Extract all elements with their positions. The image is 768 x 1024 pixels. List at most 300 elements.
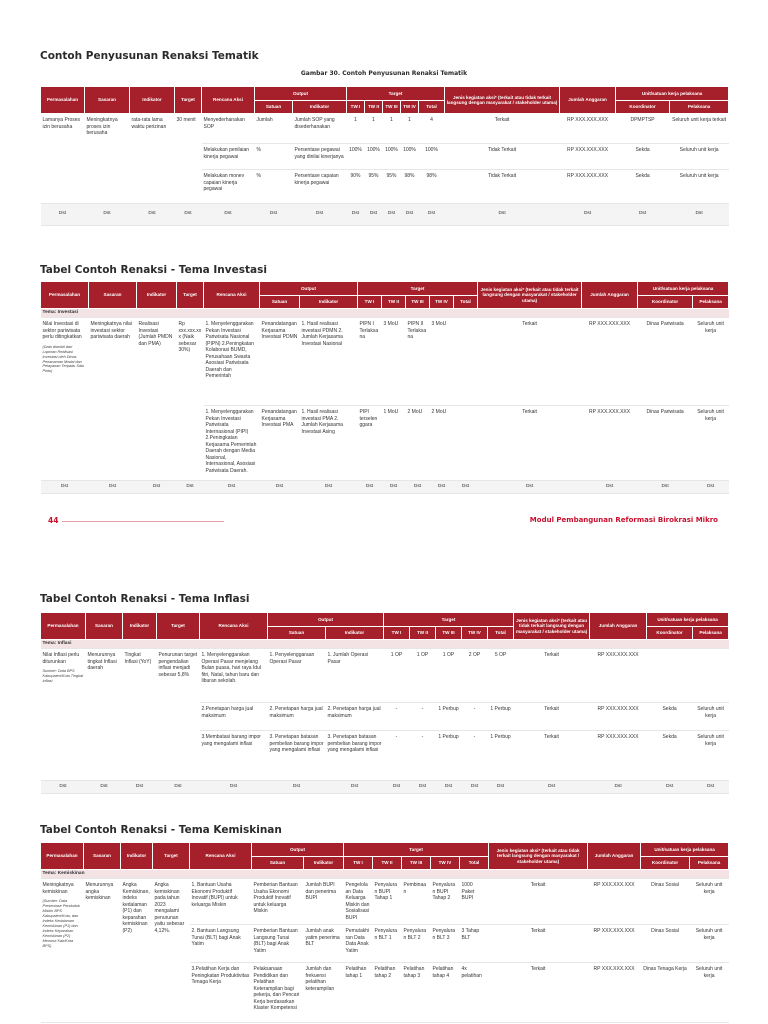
cell-indikator-output: 1. Hasil realisasi investasi PMA 2. Jumlah Kerjasama Investasi Asing — [300, 406, 358, 481]
cell-permasalahan-text: Meningkatnya kemiskinan — [42, 882, 74, 895]
header-indikator-output: Indikator — [300, 296, 358, 309]
cell-rencana: 3.Membatasi barang impor yang mengalami inflasi — [200, 731, 268, 781]
header-unit-kerja: Unit/satuan kerja pelaksana — [616, 87, 729, 101]
cell-jenis: Terkait — [514, 703, 590, 731]
cell-source-note: (Sumber: Data Presentase Penduduk Miskin BPS Kabupaten/Kota, dan Indeks Kedalaman Kemiskinan (P1) dan Indeks Keparahan Kemiskinan (P2) Menurut Kab/Kota BPS) — [42, 899, 80, 948]
cell-tw2: Penyaluran BLT 1 — [373, 925, 402, 963]
table-row — [41, 318, 729, 406]
section-heading-investasi: Tabel Contoh Renaksi - Tema Investasi — [40, 264, 267, 276]
header-sasaran: Sasaran — [84, 843, 121, 870]
cell-dst: Dst — [514, 781, 590, 794]
header-output: Output — [255, 87, 347, 101]
footer-divider — [62, 521, 224, 522]
cell-dst: Dst — [430, 481, 454, 494]
cell-tw1: 1 OP — [384, 649, 410, 703]
cell-tw2: - — [410, 731, 436, 781]
header-permasalahan: Permasalahan — [41, 282, 89, 309]
cell-tw3: Pelatihan tahap 3 — [402, 963, 431, 1023]
cell-dst: Dst — [130, 204, 175, 226]
cell-dst: Dst — [177, 481, 204, 494]
header-jenis-kegiatan: Jenis kegiatan aksi* (terkait atau tidak terkait langsung dengan masyarakat / stakeholder utama) — [514, 613, 590, 640]
table-theme-row — [41, 640, 729, 649]
cell-dst: Dst — [382, 481, 406, 494]
header-rencana-aksi: Rencana Aksi — [200, 613, 268, 640]
cell-jenis: Terkait — [514, 649, 590, 703]
header-tw4: TW IV — [462, 627, 488, 640]
header-jenis-kegiatan: Jenis kegiatan aksi* (terkait atau tidak terkait langsung dengan masyarakat / stakeholder utama) — [445, 87, 560, 114]
header-tw2: TW II — [382, 296, 406, 309]
cell-total: 100% — [419, 144, 445, 170]
cell-indikator-output: Persentase pegawai yang dinilai kinerjanya — [293, 144, 347, 170]
cell-jenis: Terkait — [478, 406, 582, 481]
cell-dst: Dst — [255, 204, 293, 226]
cell-dst: Dst — [670, 204, 729, 226]
cell-tw2: - — [410, 703, 436, 731]
cell-total: 98% — [419, 170, 445, 204]
header-permasalahan: Permasalahan — [41, 613, 86, 640]
cell-tw1: 100% — [347, 144, 365, 170]
cell-tw1: Pengelolaan Data Keluarga Miskin dan Sosialisasi BUPI — [344, 879, 373, 925]
header-target-group: Target — [347, 87, 445, 101]
header-permasalahan: Permasalahan — [41, 87, 85, 114]
cell-permasalahan — [41, 318, 89, 481]
header-output: Output — [268, 613, 384, 627]
cell-dst: Dst — [85, 204, 130, 226]
cell-tw1: Pelatihan tahap 1 — [344, 963, 373, 1023]
cell-tw1: 1 — [347, 114, 365, 144]
cell-dst: Dst — [401, 204, 419, 226]
cell-total: 3 Tahap BLT — [460, 925, 489, 963]
header-satuan: Satuan — [260, 296, 300, 309]
cell-source-note: (Data diambil dari Laporan Realisasi Investasi oleh Dinas Penanaman Modal dan Pelayanan Terpadu Satu Pintu) — [42, 344, 85, 374]
cell-permasalahan-text: Nilai Investasi di sektor pariwisata perlu ditingkatkan — [42, 321, 82, 341]
cell-koordinator: Sekda — [616, 170, 670, 204]
cell-tw3: Penyaluran BLT 2 — [402, 925, 431, 963]
cell-total: 4x pelatihan — [460, 963, 489, 1023]
cell-tw4: 98% — [401, 170, 419, 204]
cell-dst: Dst — [454, 481, 478, 494]
header-indikator: Indikator — [137, 282, 177, 309]
cell-tw2: 3 MoU — [382, 318, 406, 406]
header-indikator: Indikator — [130, 87, 175, 114]
header-unit-kerja: Unit/satuan kerja pelaksana — [638, 282, 729, 296]
cell-indikator-output: Persentase capaian kinerja pegawai — [293, 170, 347, 204]
cell-dst: Dst — [590, 781, 647, 794]
cell-dst: Dst — [41, 781, 86, 794]
header-target-group: Target — [384, 613, 514, 627]
cell-anggaran: RP XXX.XXX.XXX — [590, 731, 647, 781]
cell-tw4: Penyaluran BUPI Tahap 2 — [431, 879, 460, 925]
header-target-group: Target — [344, 843, 489, 857]
cell-satuan: % — [255, 170, 293, 204]
header-koordinator: Koordinator — [638, 296, 693, 309]
cell-tw3: 1 — [383, 114, 401, 144]
cell-dst: Dst — [638, 481, 693, 494]
cell-pelaksana: Seluruh unit kerja — [670, 144, 729, 170]
cell-tw3: 95% — [383, 170, 401, 204]
cell-pelaksana: Seluruh unit kerja — [693, 703, 729, 731]
header-target: Target — [153, 843, 190, 870]
cell-tw2: Pelatihan tahap 2 — [373, 963, 402, 1023]
header-total: Total — [488, 627, 514, 640]
header-sasaran: Sasaran — [89, 282, 137, 309]
cell-rencana: 1. Menyelenggarakan Pekan Investasi Pariwisata Nasional (PIPN) 2.Peningkatan Kolaborasi BUMD, Perusahaan Swasta Asosiasi Pariwisata Daerah dan Pemerintah — [204, 318, 260, 406]
cell-tw3: 2 MoU — [406, 406, 430, 481]
table-row — [41, 114, 729, 144]
theme-label: Tema: Kemiskinan — [41, 870, 729, 879]
header-sasaran: Sasaran — [85, 87, 130, 114]
header-target-group: Target — [358, 282, 478, 296]
cell-rencana: 2. Bantuan Langsung Tunai (BLT) bagi Anak Yatim — [190, 925, 252, 963]
cell-tw3: 100% — [383, 144, 401, 170]
cell-satuan: Pemberian Bantuan Langsung Tunai (BLT) bagi Anak Yatim — [252, 925, 304, 963]
table-row — [41, 879, 729, 925]
cell-dst: Dst — [419, 204, 445, 226]
header-anggaran: Jumlah Anggaran — [560, 87, 616, 114]
cell-tw4: 2 MoU — [430, 406, 454, 481]
cell-koordinator: DPMPTSP — [616, 114, 670, 144]
cell-jenis: Terkait — [445, 114, 560, 144]
header-indikator-output: Indikator — [304, 857, 344, 870]
cell-tw1: PIPI terselenggara — [358, 406, 382, 481]
cell-indikator-output: 1. Jumlah Operasi Pasar — [326, 649, 384, 703]
cell-jenis: Tidak Terkait — [445, 144, 560, 170]
cell-dst: Dst — [202, 204, 255, 226]
cell-dst: Dst — [445, 204, 560, 226]
cell-dst: Dst — [86, 781, 123, 794]
cell-sasaran: Menurunnya angka kemiskinan — [84, 879, 121, 1023]
cell-dst: Dst — [260, 481, 300, 494]
cell-koordinator: Sekda — [616, 144, 670, 170]
cell-dst: Dst — [410, 781, 436, 794]
cell-dst: Dst — [693, 781, 729, 794]
cell-pelaksana — [693, 649, 729, 703]
header-anggaran: Jumlah Anggaran — [588, 843, 641, 870]
section-heading-kemiskinan: Tabel Contoh Renaksi - Tema Kemiskinan — [40, 824, 282, 836]
table-row-dst — [41, 781, 729, 794]
cell-pelaksana: Seluruh unit kerja — [690, 963, 729, 1023]
header-anggaran: Jumlah Anggaran — [590, 613, 647, 640]
header-pelaksana: Pelaksana — [693, 296, 729, 309]
cell-tw4: 2 OP — [462, 649, 488, 703]
cell-dst: Dst — [293, 204, 347, 226]
cell-dst: Dst — [488, 781, 514, 794]
cell-sasaran: Menurunnya tingkat Inflasi daerah — [86, 649, 123, 781]
header-tw4: TW IV — [430, 296, 454, 309]
cell-satuan: 2. Penetapan harga jual maksimum — [268, 703, 326, 731]
header-tw1: TW I — [347, 101, 365, 114]
cell-rencana: Melakukan penilaian kinerja pegawai — [202, 144, 255, 170]
cell-permasalahan: Lamanya Proses izin berusaha — [41, 114, 85, 204]
header-tw2: TW II — [373, 857, 402, 870]
cell-tw4: 1 — [401, 114, 419, 144]
cell-dst: Dst — [200, 781, 268, 794]
cell-koordinator: Dinas Pariwisata — [638, 406, 693, 481]
cell-satuan: Penandatangan Kerjasama Investasi PDMN — [260, 318, 300, 406]
cell-koordinator: Dinas Sosial — [641, 925, 690, 963]
header-permasalahan: Permasalahan — [41, 843, 84, 870]
cell-satuan: Pelaksanaan Pendidikan dan Pelatihan Keterampilan bagi pekerja, dan Pencari Kerja berdasarkan Klaster Kompetensi — [252, 963, 304, 1023]
cell-anggaran: RP XXX.XXX.XXX — [560, 144, 616, 170]
header-unit-kerja: Unit/satuan kerja pelaksana — [647, 613, 729, 627]
cell-dst: Dst — [326, 781, 384, 794]
cell-tw4: 100% — [401, 144, 419, 170]
header-tw2: TW II — [410, 627, 436, 640]
cell-jenis: Tidak Terkait — [445, 170, 560, 204]
cell-anggaran: RP XXX.XXX.XXX — [582, 318, 638, 406]
cell-tw2: 1 MoU — [382, 406, 406, 481]
header-tw1: TW I — [384, 627, 410, 640]
cell-tw4: 3 MoU — [430, 318, 454, 406]
cell-tw1: 90% — [347, 170, 365, 204]
cell-indikator-output: Jumlah SOP yang disederhanakan — [293, 114, 347, 144]
cell-satuan: % — [255, 144, 293, 170]
cell-rencana: 2.Penetapan harga jual maksimum — [200, 703, 268, 731]
page-number: 44 — [48, 516, 59, 525]
cell-rencana: 3.Pelatihan Kerja dan Peningkatan Produktivitas Tenaga Kerja — [190, 963, 252, 1023]
cell-dst: Dst — [89, 481, 137, 494]
cell-jenis: Terkait — [478, 318, 582, 406]
cell-satuan: Pemberian Bantuan Usaha Ekonomi Produktif Inovatif untuk keluarga Miskin — [252, 879, 304, 925]
header-total: Total — [454, 296, 478, 309]
cell-dst: Dst — [560, 204, 616, 226]
cell-jenis: Terkait — [514, 731, 590, 781]
cell-satuan: 3. Penetapan batasan pembelian barang impor yang mengalami inflasi — [268, 731, 326, 781]
cell-anggaran: RP XXX.XXX.XXX — [590, 703, 647, 731]
cell-total: 1000 Paket BUPI — [460, 879, 489, 925]
header-rencana-aksi: Rencana Aksi — [202, 87, 255, 114]
cell-tw3: 1 Perbup — [436, 731, 462, 781]
cell-dst: Dst — [300, 481, 358, 494]
cell-permasalahan — [41, 649, 86, 781]
footer-title: Modul Pembangunan Reformasi Birokrasi Mikro — [529, 516, 718, 524]
cell-dst: Dst — [123, 781, 157, 794]
cell-target: 30 menit — [175, 114, 202, 204]
cell-tw4: Penyaluran BLT 3 — [431, 925, 460, 963]
cell-tw2: 95% — [365, 170, 383, 204]
cell-koordinator: Dinas Tenaga Kerja — [641, 963, 690, 1023]
cell-tw1: - — [384, 703, 410, 731]
header-indikator: Indikator — [123, 613, 157, 640]
cell-dst: Dst — [647, 781, 693, 794]
cell-dst: Dst — [137, 481, 177, 494]
cell-dst: Dst — [268, 781, 326, 794]
cell-satuan: Jumlah — [255, 114, 293, 144]
header-koordinator: Koordinator — [647, 627, 693, 640]
header-tw3: TW III — [402, 857, 431, 870]
cell-rencana: Melakukan monev capaian kinerja pegawai — [202, 170, 255, 204]
cell-indikator-output: 3. Penetapan batasan pembelian barang impor yang mengalami inflasi — [326, 731, 384, 781]
cell-sasaran: Meningkatnya proses izin berusaha — [85, 114, 130, 204]
cell-koordinator — [647, 649, 693, 703]
cell-dst: Dst — [365, 204, 383, 226]
header-target: Target — [175, 87, 202, 114]
cell-pelaksana: Seluruh unit kerja — [693, 731, 729, 781]
cell-tw4: - — [462, 731, 488, 781]
cell-tw1: - — [384, 731, 410, 781]
cell-pelaksana: Seluruh unit kerja — [690, 879, 729, 925]
cell-tw1: PIPN I Terlaksana — [358, 318, 382, 406]
header-rencana-aksi: Rencana Aksi — [204, 282, 260, 309]
header-tw1: TW I — [358, 296, 382, 309]
cell-dst: Dst — [436, 781, 462, 794]
table-kemiskinan — [40, 842, 729, 1023]
header-target: Target — [157, 613, 200, 640]
cell-tw1: Pemutakhiran Data Data Anak Yatim — [344, 925, 373, 963]
cell-anggaran: RP XXX.XXX.XXX — [590, 649, 647, 703]
header-koordinator: Koordinator — [641, 857, 690, 870]
cell-dst: Dst — [358, 481, 382, 494]
cell-dst: Dst — [693, 481, 729, 494]
cell-dst: Dst — [478, 481, 582, 494]
header-jenis-kegiatan: Jenis kegiatan aksi* (terkait atau tidak terkait langsung dengan masyarakat / stakeholder utama) — [478, 282, 582, 309]
cell-dst: Dst — [383, 204, 401, 226]
cell-pelaksana: Seluruh unit kerja — [693, 406, 729, 481]
cell-total: 1 Perbup — [488, 731, 514, 781]
header-indikator-output: Indikator — [293, 101, 347, 114]
table-row — [41, 649, 729, 703]
cell-anggaran: RP XXX.XXX.XXX — [588, 925, 641, 963]
cell-anggaran: RP XXX.XXX.XXX — [588, 879, 641, 925]
cell-dst: Dst — [616, 204, 670, 226]
section-heading-tematik: Contoh Penyusunan Renaksi Tematik — [40, 50, 259, 62]
cell-dst: Dst — [41, 204, 85, 226]
page-bottom — [0, 560, 768, 1024]
cell-dst: Dst — [41, 481, 89, 494]
header-satuan: Satuan — [255, 101, 293, 114]
cell-indikator: Realisasi Investasi (Jumlah PMDN dan PMA) — [137, 318, 177, 481]
cell-jenis: Terkait — [489, 925, 588, 963]
cell-indikator-output: 2. Penetapan harga jual maksimum — [326, 703, 384, 731]
cell-tw2: 1 OP — [410, 649, 436, 703]
cell-koordinator: Sekda — [647, 731, 693, 781]
header-sasaran: Sasaran — [86, 613, 123, 640]
cell-tw4: - — [462, 703, 488, 731]
cell-rencana: 1. Menyelenggarakan Pekan Investasi Pariwisata Internasional (PIPI) 2.Peningkatan Kerjasama Pemerintah Daerah dengan Media Nasional, Internasional, Asosiasi Pariwisata Daerah. — [204, 406, 260, 481]
header-tw2: TW II — [365, 101, 383, 114]
header-satuan: Satuan — [268, 627, 326, 640]
figure-caption: Gambar 30. Contoh Penyusunan Renaksi Tematik — [300, 70, 468, 77]
header-pelaksana: Pelaksana — [690, 857, 729, 870]
cell-indikator-output: Jumlah anak yatim penerima BLT — [304, 925, 344, 963]
cell-rencana: Menyederhanakan SOP — [202, 114, 255, 144]
cell-indikator-output: 1. Hasil realisasi investasi PDMN 2. Jumlah Kerjasama Investasi Nasional — [300, 318, 358, 406]
cell-source-note: Sumber: Data BPS Kabupaten/Kota Tingkat Inflasi — [42, 669, 84, 684]
header-unit-kerja: Unit/satuan kerja pelaksana — [641, 843, 729, 857]
cell-jenis: Terkait — [489, 879, 588, 925]
header-tw4: TW IV — [401, 101, 419, 114]
cell-satuan: 1. Penyelenggaraan Operasi Pasar — [268, 649, 326, 703]
cell-satuan: Penandatangan Kerjasama Investasi PMA — [260, 406, 300, 481]
cell-anggaran: RP XXX.XXX.XXX — [588, 963, 641, 1023]
header-pelaksana: Pelaksana — [693, 627, 729, 640]
header-tw1: TW I — [344, 857, 373, 870]
header-tw3: TW III — [383, 101, 401, 114]
header-tw4: TW IV — [431, 857, 460, 870]
cell-anggaran: RP XXX.XXX.XXX — [560, 114, 616, 144]
cell-koordinator: Dinas Pariwisata — [638, 318, 693, 406]
cell-pelaksana: Seluruh unit kerja — [690, 925, 729, 963]
cell-indikator: Angka Kemiskinan, indeks kedalaman (P1) dan keparahan kemiskinan (P2) — [121, 879, 153, 1023]
table-tematik — [40, 86, 729, 226]
cell-tw3: 1 OP — [436, 649, 462, 703]
cell-indikator: Tingkat Inflasi (YoY) — [123, 649, 157, 781]
cell-dst: Dst — [347, 204, 365, 226]
cell-total — [454, 318, 478, 406]
cell-sasaran: Meningkatnya nilai investasi sektor pariwisata daerah — [89, 318, 137, 481]
cell-tw3: PIPN II Terlaksana — [406, 318, 430, 406]
header-output: Output — [252, 843, 344, 857]
cell-total: 4 — [419, 114, 445, 144]
cell-tw3: Pembinaan — [402, 879, 431, 925]
header-tw3: TW III — [406, 296, 430, 309]
cell-anggaran: RP XXX.XXX.XXX — [582, 406, 638, 481]
table-row-dst — [41, 481, 729, 494]
cell-dst: Dst — [582, 481, 638, 494]
cell-pelaksana: Seluruh unit kerja — [670, 170, 729, 204]
table-investasi — [40, 281, 729, 494]
cell-dst: Dst — [406, 481, 430, 494]
cell-dst: Dst — [384, 781, 410, 794]
cell-koordinator: Dinas Sosial — [641, 879, 690, 925]
cell-tw3: 1 Perbup — [436, 703, 462, 731]
theme-label: Tema: Inflasi — [41, 640, 729, 649]
cell-total: 5 OP — [488, 649, 514, 703]
cell-rencana: 1. Menyelenggarakan Operasi Pasar menjelang Bulan puasa, hari raya Idul fitri, Natal, tahun baru dan liburan sekolah. — [200, 649, 268, 703]
table-row-dst — [41, 204, 729, 226]
cell-pelaksana: Seluruh unit kerja terkait — [670, 114, 729, 144]
cell-rencana: 1. Bantuan Usaha Ekonomi Produktif Inovatif (BUPI) untuk keluarga Miskin — [190, 879, 252, 925]
table-inflasi — [40, 612, 729, 794]
cell-target: Rp xxx.xxx.xxx (Naik sebesar 30%) — [177, 318, 204, 481]
cell-koordinator: Sekda — [647, 703, 693, 731]
cell-dst: Dst — [462, 781, 488, 794]
header-total: Total — [419, 101, 445, 114]
header-indikator: Indikator — [121, 843, 153, 870]
header-koordinator: Koordinator — [616, 101, 670, 114]
cell-jenis: Terkait — [489, 963, 588, 1023]
cell-target: Penurunan target pengendalian inflasi menjadi sebesar 5,8% — [157, 649, 200, 781]
header-satuan: Satuan — [252, 857, 304, 870]
table-theme-row — [41, 309, 729, 318]
cell-anggaran: RP XXX.XXX.XXX — [560, 170, 616, 204]
header-output: Output — [260, 282, 358, 296]
cell-dst: Dst — [157, 781, 200, 794]
cell-total — [454, 406, 478, 481]
cell-indikator-output: Jumlah dan frekuensi pelatihan keterampilan — [304, 963, 344, 1023]
header-pelaksana: Pelaksana — [670, 101, 729, 114]
cell-indikator-output: Jumlah BUPI dan penerima BUPI — [304, 879, 344, 925]
cell-total: 1 Perbup — [488, 703, 514, 731]
cell-pelaksana: Seluruh unit kerja — [693, 318, 729, 406]
cell-tw2: 100% — [365, 144, 383, 170]
header-anggaran: Jumlah Anggaran — [582, 282, 638, 309]
cell-tw2: Penyaluran BUPI Tahap 1 — [373, 879, 402, 925]
cell-dst: Dst — [204, 481, 260, 494]
header-jenis-kegiatan: Jenis kegiatan aksi* (terkait atau tidak terkait langsung dengan masyarakat / stakeholder utama) — [489, 843, 588, 870]
theme-label: Tema: Investasi — [41, 309, 729, 318]
header-rencana-aksi: Rencana Aksi — [190, 843, 252, 870]
section-heading-inflasi: Tabel Contoh Renaksi - Tema Inflasi — [40, 593, 250, 605]
cell-permasalahan-text: Nilai Inflasi perlu diturunkan — [42, 652, 80, 665]
cell-tw4: Pelatihan tahap 4 — [431, 963, 460, 1023]
table-theme-row — [41, 870, 729, 879]
header-tw3: TW III — [436, 627, 462, 640]
header-target: Target — [177, 282, 204, 309]
cell-indikator: rata-rata lama waktu perizinan — [130, 114, 175, 204]
cell-permasalahan — [41, 879, 84, 1023]
header-indikator-output: Indikator — [326, 627, 384, 640]
